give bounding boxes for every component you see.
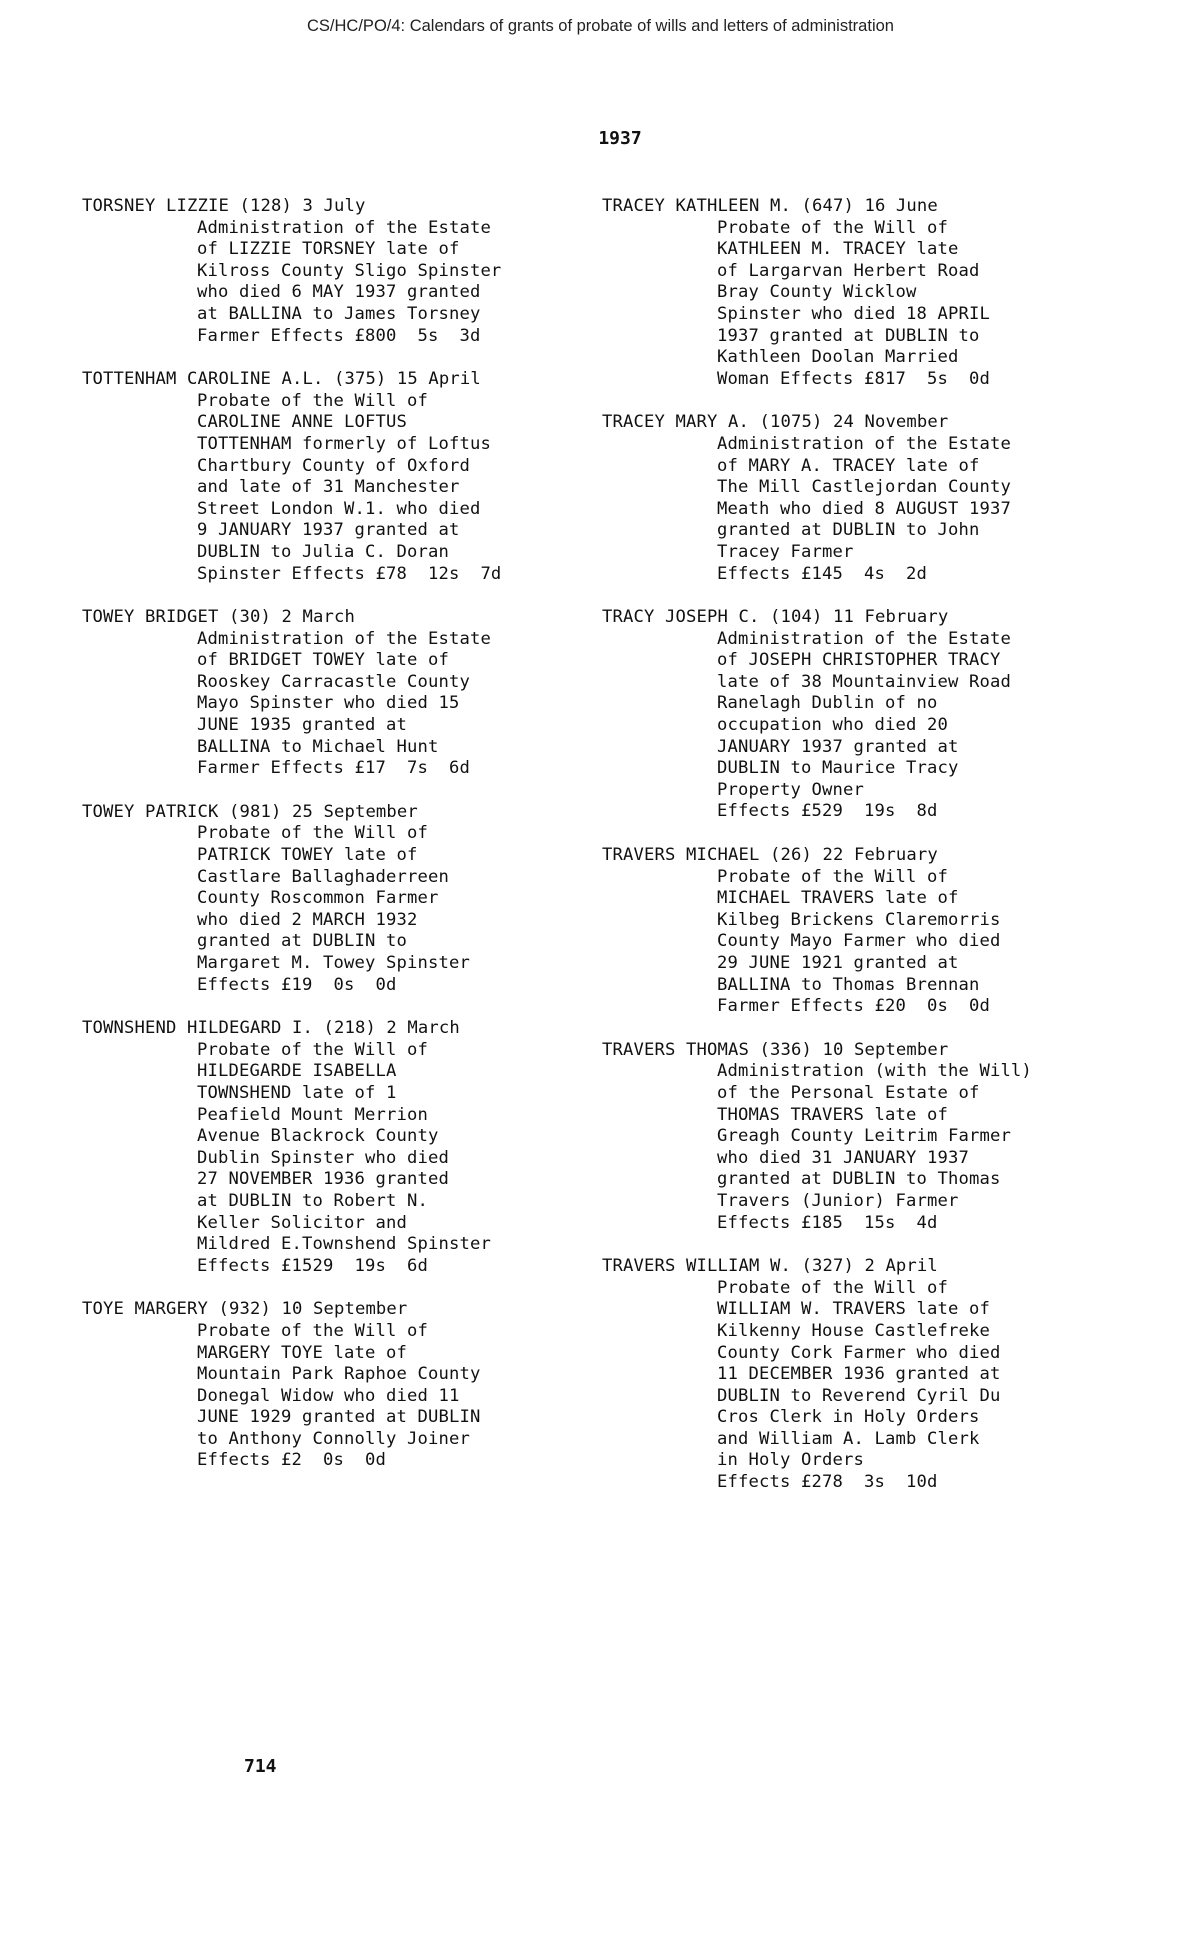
entry-heading: TRAVERS THOMAS (336) 10 September [602,1039,949,1060]
entry-line: Cros Clerk in Holy Orders [717,1407,980,1428]
entry-line: MICHAEL TRAVERS late of [717,888,959,909]
entry-heading: TRACY JOSEPH C. (104) 11 February [602,607,949,628]
entry-line: of BRIDGET TOWEY late of [197,650,449,671]
entry-line: KATHLEEN M. TRACEY late [717,239,959,260]
entry-line: Farmer Effects £17 7s 6d [197,758,470,779]
entry-line: Probate of the Will of [717,1277,948,1298]
entry-line: of MARY A. TRACEY late of [717,455,980,476]
entry-line: Administration of the Estate [197,217,491,238]
entry-line: Tracey Farmer [717,541,854,562]
entry-line: who died 31 JANUARY 1937 [717,1147,969,1168]
entry-line: MARGERY TOYE late of [197,1342,407,1363]
entry-line: Kilross County Sligo Spinster [197,260,502,281]
entry-line: Meath who died 8 AUGUST 1937 [717,498,1011,519]
entry-line: Spinster Effects £78 12s 7d [197,563,502,584]
entry-line: 11 DECEMBER 1936 granted at [717,1364,1001,1385]
entry-line: DUBLIN to Maurice Tracy [717,758,959,779]
entry-heading: TOWEY BRIDGET (30) 2 March [82,607,355,628]
entry-line: County Mayo Farmer who died [717,931,1001,952]
entry-line: Chartbury County of Oxford [197,455,470,476]
calendar-entry [602,1040,1142,1234]
calendar-entry [82,607,582,780]
entry-line: Donegal Widow who died 11 [197,1385,460,1406]
entry-line: PATRICK TOWEY late of [197,845,418,866]
entry-line: of the Personal Estate of [717,1082,980,1103]
calendar-entry [602,607,1142,823]
right-column [602,196,1142,1516]
entry-line: Administration of the Estate [717,433,1011,454]
entry-line: Ranelagh Dublin of no [717,693,938,714]
entry-line: Probate of the Will of [197,1320,428,1341]
entry-line: Administration of the Estate [717,628,1011,649]
calendar-entry [82,369,582,585]
entry-heading: TRACEY MARY A. (1075) 24 November [602,412,949,433]
entry-line: occupation who died 20 [717,715,948,736]
entry-line: TOWNSHEND late of 1 [197,1082,397,1103]
entry-heading: TRAVERS MICHAEL (26) 22 February [602,845,938,866]
entry-line: Kilkenny House Castlefreke [717,1320,990,1341]
entry-line: WILLIAM W. TRAVERS late of [717,1299,990,1320]
entry-line: and William A. Lamb Clerk [717,1428,980,1449]
entry-line: Farmer Effects £800 5s 3d [197,325,481,346]
entry-line: TOTTENHAM formerly of Loftus [197,433,491,454]
entry-line: Effects £2 0s 0d [197,1450,386,1471]
entry-line: Travers (Junior) Farmer [717,1190,959,1211]
entry-line: JUNE 1929 granted at DUBLIN [197,1407,481,1428]
calendar-entry [82,1299,582,1472]
entry-line: at BALLINA to James Torsney [197,303,481,324]
entry-line: Property Owner [717,779,864,800]
entry-line: of LIZZIE TORSNEY late of [197,239,460,260]
entry-line: CAROLINE ANNE LOFTUS [197,412,407,433]
entry-line: Spinster who died 18 APRIL [717,303,990,324]
entry-line: Kilbeg Brickens Claremorris [717,909,1001,930]
entry-line: Mountain Park Raphoe County [197,1364,481,1385]
entry-line: granted at DUBLIN to Thomas [717,1169,1001,1190]
entry-heading: TORSNEY LIZZIE (128) 3 July [82,196,366,216]
calendar-entry [82,802,582,996]
entry-line: Kathleen Doolan Married [717,347,959,368]
entry-line: of JOSEPH CHRISTOPHER TRACY [717,650,1001,671]
entry-line: Probate of the Will of [717,866,948,887]
entry-line: Keller Solicitor and [197,1212,407,1233]
calendar-entry [602,196,1142,390]
entry-line: Probate of the Will of [197,823,428,844]
document-reference-header: CS/HC/PO/4: Calendars of grants of probate of wills and letters of administration [307,17,894,35]
entry-heading: TRACEY KATHLEEN M. (647) 16 June [602,196,938,216]
entry-line: to Anthony Connolly Joiner [197,1428,470,1449]
entry-line: 1937 granted at DUBLIN to [717,325,980,346]
entry-line: and late of 31 Manchester [197,477,460,498]
entry-line: Effects £1529 19s 6d [197,1255,428,1276]
entry-line: granted at DUBLIN to John [717,520,980,541]
entry-line: Effects £19 0s 0d [197,974,397,995]
entry-line: Rooskey Carracastle County [197,671,470,692]
entry-line: BALLINA to Thomas Brennan [717,974,980,995]
entry-line: late of 38 Mountainview Road [717,671,1011,692]
entry-line: 27 NOVEMBER 1936 granted [197,1169,449,1190]
entry-line: THOMAS TRAVERS late of [717,1104,948,1125]
entry-line: Effects £529 19s 8d [717,801,938,822]
calendar-entry [602,412,1142,585]
entry-line: HILDEGARDE ISABELLA [197,1061,397,1082]
entry-line: DUBLIN to Julia C. Doran [197,541,449,562]
entry-line: who died 2 MARCH 1932 [197,909,418,930]
entry-line: Avenue Blackrock County [197,1126,439,1147]
entry-heading: TOWNSHEND HILDEGARD I. (218) 2 March [82,1018,460,1039]
entry-heading: TOYE MARGERY (932) 10 September [82,1299,408,1320]
calendar-entry [602,1256,1142,1494]
calendar-entry [82,196,582,347]
entry-line: Probate of the Will of [197,1039,428,1060]
entry-line: County Cork Farmer who died [717,1342,1001,1363]
entry-line: Probate of the Will of [197,390,428,411]
calendar-entry [82,1018,582,1277]
entry-line: Bray County Wicklow [717,282,917,303]
entry-line: 9 JANUARY 1937 granted at [197,520,460,541]
entry-line: Administration of the Estate [197,628,491,649]
entry-heading: TRAVERS WILLIAM W. (327) 2 April [602,1256,938,1277]
page-number: 714 [244,1756,277,1777]
entry-line: Margaret M. Towey Spinster [197,953,470,973]
entry-line: of Largarvan Herbert Road [717,260,980,281]
entry-line: County Roscommon Farmer [197,888,439,909]
entry-line: Greagh County Leitrim Farmer [717,1126,1011,1147]
entry-line: Dublin Spinster who died [197,1147,449,1168]
entry-line: Administration (with the Will) [717,1061,1032,1082]
entry-line: Mildred E.Townshend Spinster [197,1234,491,1255]
entry-line: Woman Effects £817 5s 0d [717,368,990,389]
entry-line: at DUBLIN to Robert N. [197,1190,428,1211]
entry-line: Probate of the Will of [717,217,948,238]
entry-line: JANUARY 1937 granted at [717,736,959,757]
entry-line: who died 6 MAY 1937 granted [197,282,481,303]
left-column [82,196,582,1494]
entry-heading: TOTTENHAM CAROLINE A.L. (375) 15 April [82,369,481,390]
entry-line: DUBLIN to Reverend Cyril Du [717,1385,1001,1406]
entry-line: Street London W.1. who died [197,498,481,519]
calendar-year: 1937 [598,128,642,149]
entry-heading: TOWEY PATRICK (981) 25 September [82,801,418,822]
entry-line: in Holy Orders [717,1450,864,1471]
entry-line: Effects £185 15s 4d [717,1212,938,1233]
entry-line: Peafield Mount Merrion [197,1104,428,1125]
calendar-entry [602,845,1142,1018]
entry-line: Castlare Ballaghaderreen [197,866,449,887]
entry-line: Effects £278 3s 10d [717,1472,938,1493]
entry-line: Farmer Effects £20 0s 0d [717,996,990,1017]
entry-line: The Mill Castlejordan County [717,477,1011,498]
entry-line: 29 JUNE 1921 granted at [717,953,959,973]
entry-line: Effects £145 4s 2d [717,563,927,584]
entry-line: Mayo Spinster who died 15 [197,693,460,714]
entry-line: JUNE 1935 granted at [197,715,407,736]
entry-line: BALLINA to Michael Hunt [197,736,439,757]
entry-line: granted at DUBLIN to [197,931,407,952]
